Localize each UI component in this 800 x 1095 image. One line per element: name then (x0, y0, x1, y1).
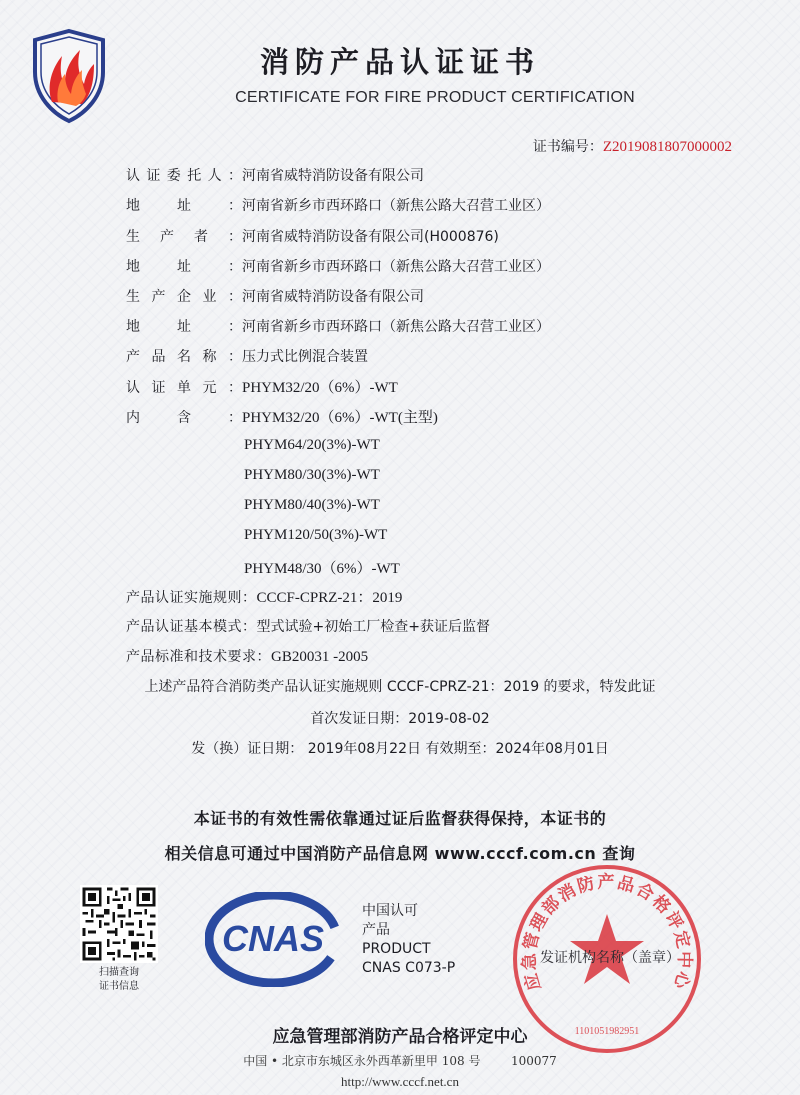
seal-number: 1101051982951 (574, 1026, 640, 1037)
mode-value: 型式试验+初始工厂检查+获证后监督 (256, 619, 490, 635)
qr-caption (79, 966, 159, 994)
cnas-logo-text: CNAS (221, 918, 325, 959)
applicant-address-row (126, 195, 550, 219)
certificate-title-cn: 消防产品认证证书 (259, 45, 540, 79)
applicant-row (126, 165, 424, 189)
standard-label: 产品标准和技术要求： (126, 649, 271, 665)
model-item: PHYM80/40(3%)-WT (244, 497, 380, 513)
manufacturer-address-label: 地址： (126, 259, 242, 275)
factory-address-value: 河南省新乡市西环路口（新焦公路大召营工业区） (242, 319, 550, 335)
model-item: PHYM80/30(3%)-WT (244, 467, 380, 483)
cnas-line-3: PRODUCT (362, 941, 431, 957)
cnas-line-2: 产品 (362, 922, 390, 938)
applicant-address-value: 河南省新乡市西环路口（新焦公路大召营工业区） (242, 198, 550, 214)
cert-unit-value: PHYM32/20（6%）-WT (242, 380, 398, 396)
factory-label: 生产企业： (126, 289, 242, 305)
manufacturer-value: 河南省威特消防设备有限公司(H000876) (242, 229, 499, 245)
applicant-label: 认证委托人： (126, 168, 242, 184)
factory-value: 河南省威特消防设备有限公司 (242, 289, 424, 305)
rules-value: CCCF-CPRZ-21：2019 (256, 590, 403, 606)
product-name-row (126, 346, 368, 370)
qr-caption-line-2: 证书信息 (99, 981, 139, 992)
product-name-value: 压力式比例混合装置 (242, 349, 368, 365)
manufacturer-label: 生产者： (126, 229, 242, 245)
manufacturer-address-row (126, 256, 550, 280)
issuing-authority-label: 发证机构名称（盖章） (540, 950, 680, 966)
validity-notice-line-2: 相关信息可通过中国消防产品信息网 www.cccf.com.cn 查询 (164, 844, 636, 863)
factory-address-label: 地址： (126, 319, 242, 335)
product-name-label: 产品名称： (126, 349, 242, 365)
center-website-link[interactable]: http://www.cccf.net.cn (341, 1074, 459, 1089)
contains-row (126, 406, 438, 430)
rules-label: 产品认证实施规则： (126, 590, 257, 606)
first-issue-date: 首次发证日期：2019-08-02 (310, 711, 490, 727)
validity-notice-line-1: 本证书的有效性需依靠通过证后监督获得保持，本证书的 (193, 809, 607, 828)
factory-row (126, 286, 424, 310)
certificate-number-value: Z2019081807000002 (602, 139, 732, 155)
model-item: PHYM120/50(3%)-WT (244, 527, 388, 543)
standard-value: GB20031 -2005 (271, 649, 369, 665)
certificate-number-label: 证书编号： (532, 139, 603, 155)
cnas-logo-icon (205, 892, 341, 987)
cnas-accreditation-text (362, 902, 455, 978)
cnas-line-4: CNAS C073-P (362, 960, 456, 976)
qr-caption-line-1: 扫描查询 (99, 967, 139, 978)
cert-unit-label: 认证单元： (126, 380, 242, 396)
rules-row (126, 586, 402, 607)
standard-row (126, 646, 368, 666)
contains-value: PHYM32/20（6%）-WT(主型) (242, 410, 438, 426)
issue-validity-dates: 发（换）证日期： 2019年08月22日 有效期至：2024年08月01日 (191, 741, 609, 757)
issuing-center-name: 应急管理部消防产品合格评定中心 (272, 1027, 528, 1047)
factory-address-row (126, 316, 550, 340)
certificate-number (533, 136, 732, 156)
model-item: PHYM64/20(3%)-WT (244, 437, 380, 453)
cnas-line-1: 中国认可 (362, 903, 418, 919)
mode-row (126, 616, 490, 636)
applicant-address-label: 地址： (126, 198, 242, 214)
center-address: 中国 • 北京市东城区永外西革新里甲 108 号 100077 (243, 1054, 557, 1068)
certificate-title-en: CERTIFICATE FOR FIRE PRODUCT CERTIFICATION (235, 89, 635, 106)
cert-unit-row (126, 376, 398, 400)
model-item: PHYM48/30（6%）-WT (244, 561, 400, 577)
mode-label: 产品认证基本模式： (126, 619, 257, 635)
manufacturer-row (126, 226, 499, 250)
manufacturer-address-value: 河南省新乡市西环路口（新焦公路大召营工业区） (242, 259, 550, 275)
svg-text:应急管理部消防产品合格评定中心: 应急管理部消防产品合格评定中心 (519, 872, 695, 993)
compliance-statement: 上述产品符合消防类产品认证实施规则 CCCF-CPRZ-21：2019 的要求，特发此证 (144, 679, 656, 695)
applicant-value: 河南省威特消防设备有限公司 (242, 168, 424, 184)
contains-label: 内含： (126, 410, 242, 426)
qr-code-icon[interactable] (80, 885, 158, 963)
